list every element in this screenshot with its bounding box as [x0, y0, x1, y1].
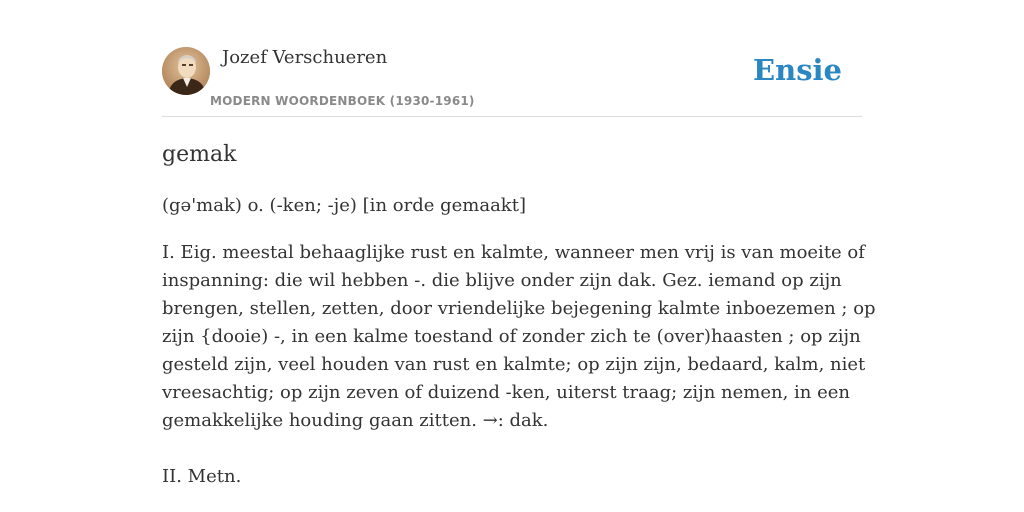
definition-line: zijn {dooie) -, in een kalme toestand of zonder zich te (over)haasten ; op zijn — [162, 326, 861, 347]
portrait-image — [162, 47, 210, 95]
ensie-logo[interactable]: Ensie — [753, 53, 842, 87]
author-avatar[interactable] — [162, 47, 210, 95]
entry-pronunciation: (gə'mak) o. (-ken; -je) [in orde gemaakt] — [162, 195, 526, 216]
definition-line: inspanning: die wil hebben -. die blijve onder zijn dak. Gez. iemand op zijn — [162, 270, 842, 291]
entry-definition-2: II. Metn. — [162, 466, 242, 487]
definition-line: gemakkelijke houding gaan zitten. →: dak. — [162, 410, 549, 431]
definition-line: brengen, stellen, zetten, door vriendelijke bejegening kalmte inboezemen ; op — [162, 298, 876, 319]
definition-line: vreesachtig; op zijn zeven of duizend -ken, uiterst traag; zijn nemen, in een — [162, 382, 850, 403]
entry-term: gemak — [162, 142, 237, 167]
definition-line: I. Eig. meestal behaaglijke rust en kalmte, wanneer men vrij is van moeite of — [162, 242, 865, 263]
definition-line: gesteld zijn, veel houden van rust en kalmte; op zijn zijn, bedaard, kalm, niet — [162, 354, 866, 375]
author-name[interactable]: Jozef Verschueren — [222, 47, 388, 68]
entry-definition — [162, 239, 876, 435]
source-label[interactable]: MODERN WOORDENBOEK (1930-1961) — [210, 94, 475, 108]
header — [162, 46, 862, 117]
